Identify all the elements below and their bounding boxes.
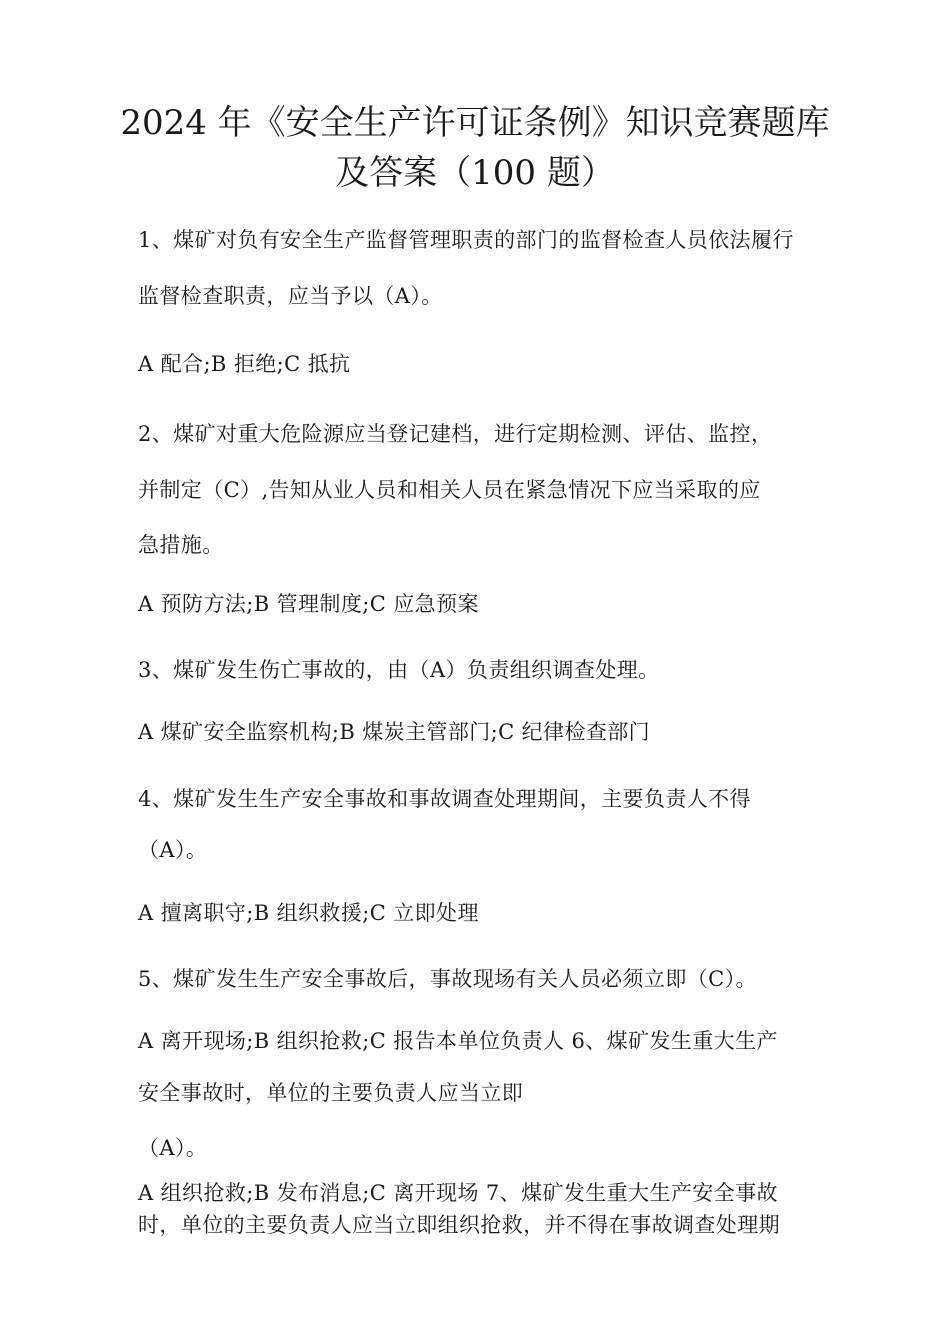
document-title-line-2: 及答案（100 题） [335,153,615,193]
question-1-line-2: 监督检查职责，应当予以（A）。 [138,284,443,308]
question-7-line-2: 时，单位的主要负责人应当立即组织抢救，并不得在事故调查处理期 [138,1213,780,1237]
question-1-line-1: 1、煤矿对负有安全生产监督管理职责的部门的监督检查人员依法履行 [138,228,794,252]
question-2-line-3: 急措施。 [138,533,224,557]
question-2-options: A 预防方法;B 管理制度;C 应急预案 [138,592,479,616]
question-4-line-2: （A）。 [138,838,208,862]
question-3-line-1: 3、煤矿发生伤亡事故的，由（A）负责组织调查处理。 [138,658,660,682]
question-4-line-1: 4、煤矿发生生产安全事故和事故调查处理期间，主要负责人不得 [138,787,751,811]
question-2-line-1: 2、煤矿对重大危险源应当登记建档，进行定期检测、评估、监控， [138,422,773,446]
question-5-line-1: 5、煤矿发生生产安全事故后，事故现场有关人员必须立即（C）。 [138,967,757,991]
document-title-line-1: 2024 年《安全生产许可证条例》知识竞赛题库 [120,103,830,143]
question-6-line-2: 安全事故时，单位的主要负责人应当立即 [138,1081,524,1105]
question-5-options-line: A 离开现场;B 组织抢救;C 报告本单位负责人 6、煤矿发生重大生产 [138,1029,778,1053]
question-1-options: A 配合;B 拒绝;C 抵抗 [138,352,351,376]
question-3-options: A 煤矿安全监察机构;B 煤炭主管部门;C 纪律检查部门 [138,720,651,744]
question-6-line-3: （A）。 [138,1136,208,1160]
question-4-options: A 擅离职守;B 组织救援;C 立即处理 [138,901,479,925]
question-6-options-line: A 组织抢救;B 发布消息;C 离开现场 7、煤矿发生重大生产安全事故 [138,1181,778,1205]
question-2-line-2: 并制定（C）,告知从业人员和相关人员在紧急情况下应当采取的应 [138,478,761,502]
